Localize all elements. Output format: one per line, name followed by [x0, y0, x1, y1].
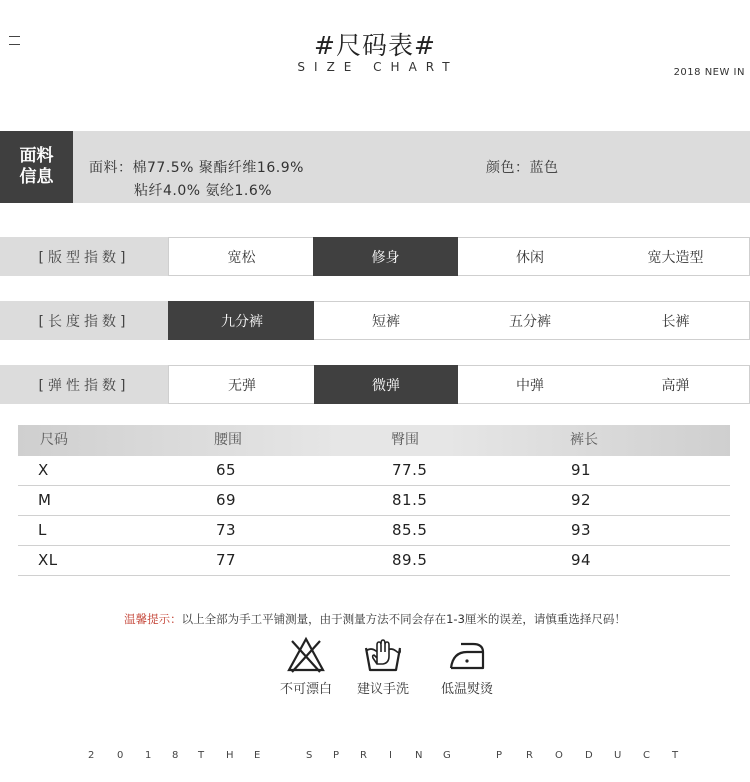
fabric-composition-line2: 粘纤4.0% 氨纶1.6%	[134, 183, 273, 199]
page-title: #尺码表#	[314, 31, 436, 60]
length-option-half: 五分裤	[458, 301, 603, 340]
cell-waist: 73	[216, 521, 237, 539]
stretch-option-high: 高弹	[602, 365, 750, 404]
footer-char: P	[333, 750, 340, 761]
fit-option-casual: 休闲	[458, 237, 603, 276]
footer-char: N	[415, 750, 423, 761]
footer-char: 1	[145, 750, 152, 761]
fit-index-label: [版型指数]	[0, 237, 168, 276]
care-no-bleach	[266, 636, 346, 697]
fabric-info-label	[0, 131, 73, 203]
footer-char: H	[226, 750, 234, 761]
cell-hip: 85.5	[392, 521, 428, 539]
footer-char: R	[360, 750, 367, 761]
cell-waist: 65	[216, 461, 237, 479]
table-row	[18, 516, 730, 546]
footer-char: R	[526, 750, 533, 761]
cell-hip: 81.5	[392, 491, 428, 509]
fit-index-row	[0, 237, 750, 276]
header-size: 尺码	[40, 432, 68, 448]
stretch-index-row	[0, 365, 750, 404]
footer-char: S	[306, 750, 313, 761]
length-option-shorts: 短裤	[314, 301, 459, 340]
footer-char: C	[643, 750, 650, 761]
care-low-iron	[427, 636, 507, 697]
cell-size: L	[38, 521, 47, 539]
cell-waist: 69	[216, 491, 237, 509]
footer-char: O	[555, 750, 563, 761]
stretch-option-none: 无弹	[168, 365, 316, 404]
tip-text: 以上全部为手工平铺测量，由于测量方法不同会存在1-3厘米的误差，请慎重选择尺码！	[181, 612, 626, 626]
footer-char: 8	[172, 750, 179, 761]
length-index-row	[0, 301, 750, 340]
table-row	[18, 456, 730, 486]
fabric-label-line2: 信息	[19, 167, 54, 187]
footer-char: T	[198, 750, 205, 761]
care-label: 不可漂白	[279, 682, 332, 697]
fabric-label-line1: 面料	[19, 146, 54, 166]
footer-char: P	[496, 750, 503, 761]
length-index-label: [长度指数]	[0, 301, 168, 340]
header-waist: 腰围	[214, 432, 242, 448]
cell-hip: 77.5	[392, 461, 428, 479]
fit-option-oversized: 宽大造型	[602, 237, 750, 276]
fit-option-loose: 宽松	[168, 237, 315, 276]
table-row	[18, 546, 730, 576]
fabric-color: 颜色：蓝色	[486, 160, 559, 176]
fabric-composition-line1: 面料：棉77.5% 聚酯纤维16.9%	[89, 160, 304, 176]
hand-wash-icon	[363, 636, 403, 674]
table-row	[18, 486, 730, 516]
size-table	[18, 425, 730, 576]
footer-char: I	[389, 750, 392, 761]
footer-char: D	[585, 750, 593, 761]
length-option-full: 长裤	[602, 301, 750, 340]
care-hand-wash	[343, 636, 423, 697]
care-label: 建议手洗	[356, 682, 409, 697]
cell-size: X	[38, 461, 49, 479]
footer-char: 0	[117, 750, 124, 761]
footer-char: U	[614, 750, 622, 761]
fit-option-slim: 修身	[313, 237, 459, 276]
size-table-header	[18, 425, 730, 456]
low-iron-icon	[447, 636, 487, 674]
stretch-option-medium: 中弹	[458, 365, 603, 404]
care-label: 低温熨烫	[440, 682, 493, 697]
header-length: 裤长	[570, 432, 598, 448]
no-bleach-icon	[286, 636, 326, 674]
cell-waist: 77	[216, 551, 237, 569]
length-option-ankle: 九分裤	[168, 301, 316, 340]
cell-size: M	[38, 491, 52, 509]
cell-length: 94	[571, 551, 592, 569]
footer-char: G	[443, 750, 451, 761]
cell-length: 93	[571, 521, 592, 539]
footer-char: E	[254, 750, 261, 761]
header-hip: 臀围	[391, 432, 419, 448]
cell-length: 92	[571, 491, 592, 509]
cell-size: XL	[38, 551, 58, 569]
cell-hip: 89.5	[392, 551, 428, 569]
tip-label: 温馨提示：	[124, 612, 182, 626]
footer-char: 2	[88, 750, 95, 761]
footer-char: T	[672, 750, 679, 761]
new-in-tag: 2018 NEW IN	[673, 67, 745, 78]
stretch-option-slight: 微弹	[314, 365, 459, 404]
stretch-index-label: [弹性指数]	[0, 365, 168, 404]
measurement-tip	[0, 611, 750, 627]
cell-length: 91	[571, 461, 592, 479]
page-subtitle: SIZE CHART	[297, 60, 459, 74]
